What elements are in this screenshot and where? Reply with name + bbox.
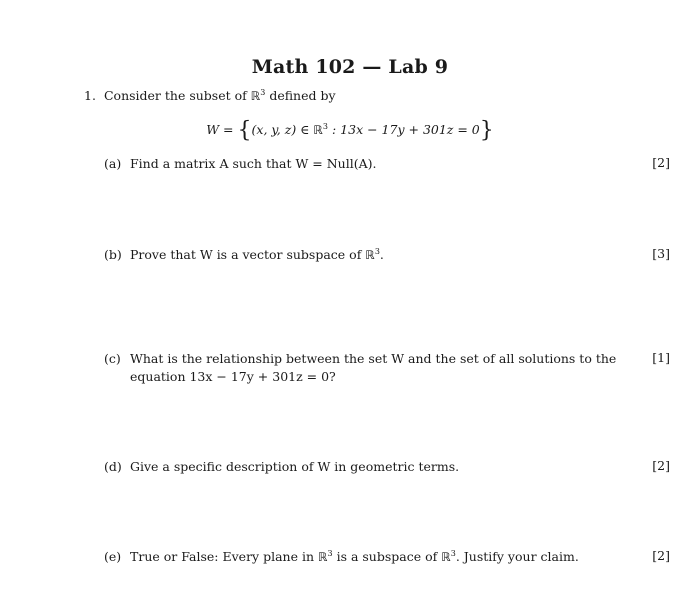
part-text — [130, 548, 579, 566]
part-label: (a) — [104, 156, 122, 171]
part-text: Find a matrix A such that W = Null(A). — [130, 156, 377, 171]
part-text-post: . Justify your claim. — [455, 549, 579, 564]
part-text-mid: is a subspace of — [332, 549, 442, 564]
real-space-symbol: ℝ — [365, 248, 375, 262]
right-brace: } — [479, 118, 494, 143]
part-label: (c) — [104, 351, 121, 366]
real-space-symbol-2: ℝ — [441, 550, 451, 564]
question-intro — [84, 88, 336, 103]
part-e — [104, 548, 579, 566]
marks-b: [3] — [652, 246, 670, 261]
intro-pre: Consider the subset of — [103, 88, 251, 103]
intro-post: defined by — [265, 88, 336, 103]
part-text: Give a specific description of W in geometric terms. — [130, 459, 460, 474]
dimension-exponent-2: 3 — [450, 549, 456, 558]
part-label: (e) — [104, 549, 122, 564]
part-text-line2: equation 13x − 17y + 301z = 0? — [130, 369, 336, 384]
equation-lhs: W = — [206, 122, 238, 137]
real-space-symbol: ℝ — [250, 89, 261, 103]
left-brace: { — [237, 118, 252, 143]
part-text-line1: What is the relationship between the set W and the set of all solutions to the — [130, 351, 617, 366]
part-c — [104, 350, 616, 386]
marks-e: [2] — [652, 548, 670, 563]
part-a — [104, 155, 376, 173]
part-label: (b) — [104, 247, 122, 262]
part-b — [104, 246, 384, 264]
dimension-exponent: 3 — [374, 247, 380, 256]
page-title: Math 102 — Lab 9 — [251, 56, 449, 78]
marks-a: [2] — [652, 155, 670, 170]
part-text-pre: True or False: Every plane in — [130, 549, 318, 564]
dimension-exponent: 3 — [260, 88, 266, 97]
question-number: 1. — [84, 88, 96, 103]
marks-c: [1] — [652, 350, 670, 365]
part-text-post: . — [379, 247, 384, 262]
part-text-pre: Prove that W is a vector subspace of — [130, 247, 366, 262]
set-space-symbol: ℝ — [313, 123, 323, 137]
set-space-exponent: 3 — [322, 122, 329, 131]
set-condition: : 13x − 17y + 301z = 0 — [328, 122, 480, 137]
real-space-symbol: ℝ — [317, 550, 328, 564]
part-label: (d) — [104, 459, 122, 474]
part-text — [130, 350, 616, 386]
part-d — [104, 458, 459, 476]
part-text — [130, 246, 384, 264]
dimension-exponent: 3 — [327, 549, 333, 558]
set-definition-equation — [0, 118, 700, 143]
marks-d: [2] — [652, 458, 670, 473]
set-variables: (x, y, z) ∈ — [251, 122, 314, 137]
